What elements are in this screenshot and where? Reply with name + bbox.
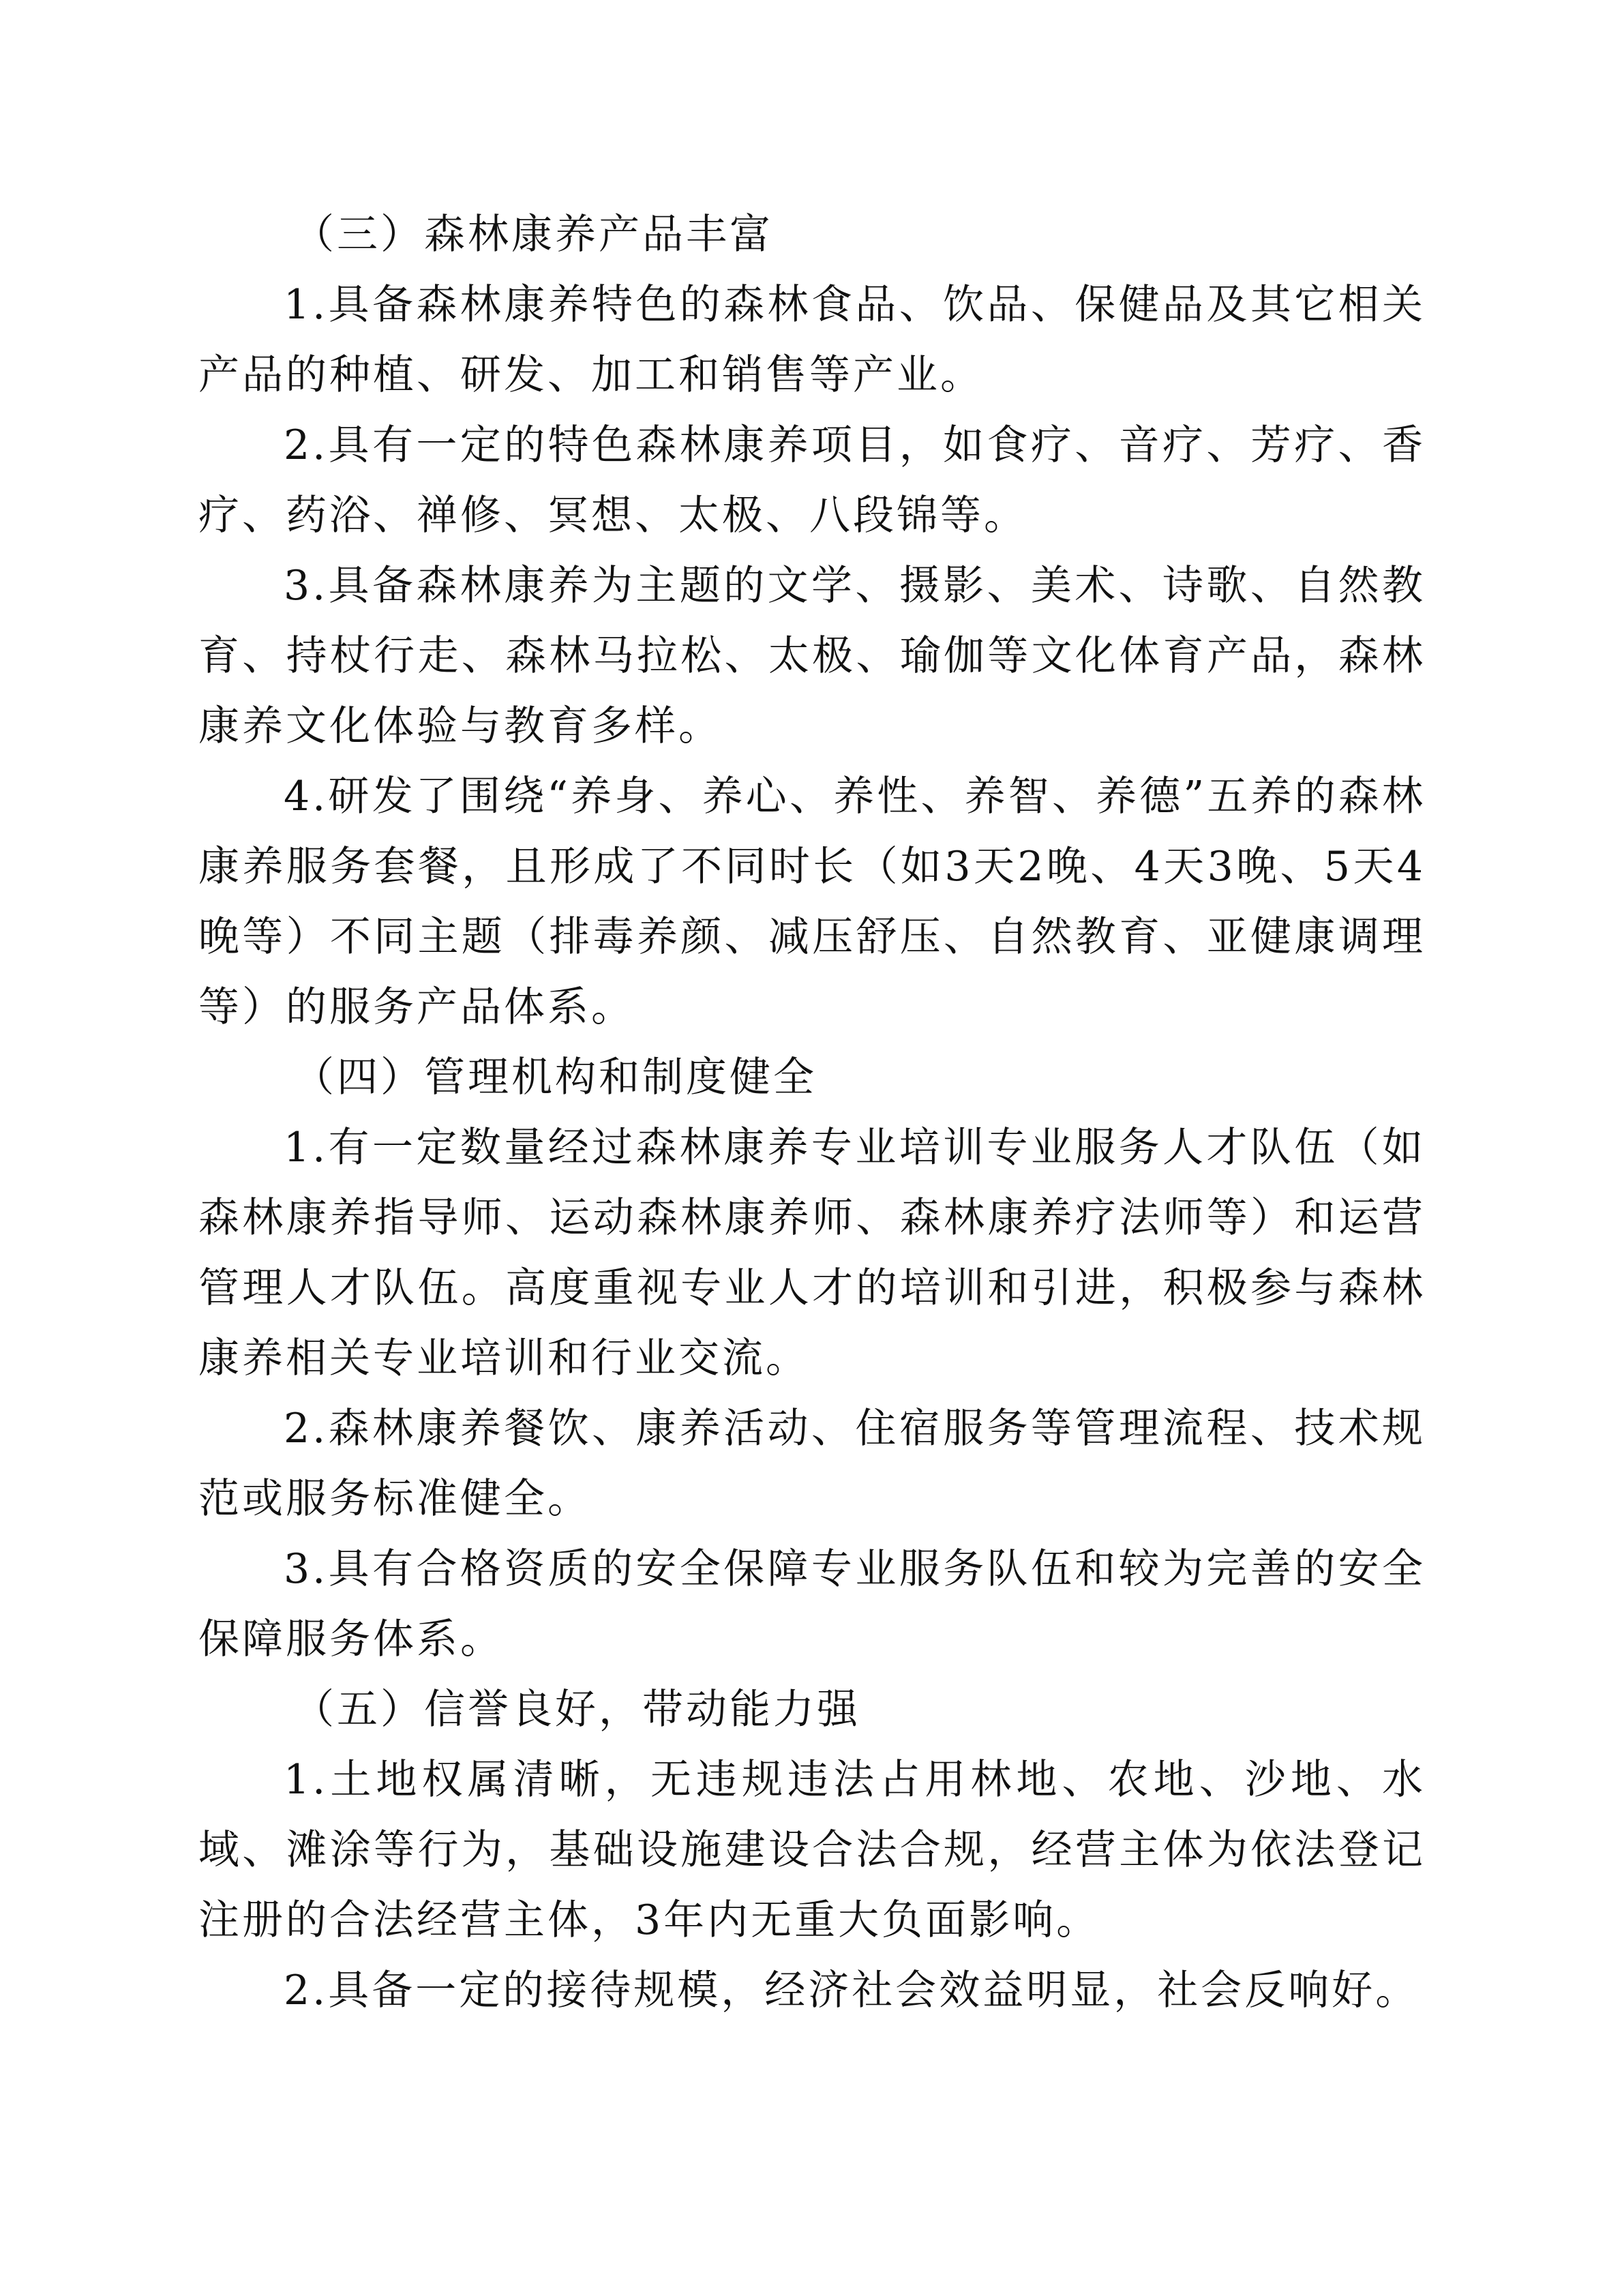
paragraph-3-4: 4.研发了围绕“养身、养心、养性、养智、养德”五养的森林康养服务套餐，且形成了不同时长（如3天2晚、4天3晚、5天4晚等）不同主题（排毒养颜、减压舒压、自然教育、亚健康调理等）的服务产品体系。 bbox=[198, 773, 1426, 1031]
paragraph-5-2: 2.具备一定的接待规模，经济社会效益明显，社会反响好。 bbox=[284, 1967, 1420, 2014]
paragraph-3-2: 2.具有一定的特色森林康养项目，如食疗、音疗、芳疗、香疗、药浴、禅修、冥想、太极、八段锦等。 bbox=[198, 421, 1426, 539]
paragraph-3-1: 1.具备森林康养特色的森林食品、饮品、保健品及其它相关产品的种植、研发、加工和销售等产业。 bbox=[198, 281, 1426, 399]
paragraph-4-3: 3.具有合格资质的安全保障专业服务队伍和较为完善的安全保障服务体系。 bbox=[198, 1545, 1426, 1663]
paragraph-4-2: 2.森林康养餐饮、康养活动、住宿服务等管理流程、技术规范或服务标准健全。 bbox=[198, 1405, 1426, 1523]
section-heading-4: （四）管理机构和制度健全 bbox=[293, 1054, 817, 1101]
paragraph-5-1: 1.土地权属清晰，无违规违法占用林地、农地、沙地、水域、滩涂等行为，基础设施建设合法合规，经营主体为依法登记注册的合法经营主体，3年内无重大负面影响。 bbox=[198, 1756, 1426, 1944]
paragraph-4-1: 1.有一定数量经过森林康养专业培训专业服务人才队伍（如森林康养指导师、运动森林康养师、森林康养疗法师等）和运营管理人才队伍。高度重视专业人才的培训和引进，积极参与森林康养相关专业培训和行业交流。 bbox=[198, 1124, 1426, 1382]
section-heading-3: （三）森林康养产品丰富 bbox=[293, 211, 773, 258]
document-body bbox=[198, 200, 1426, 2026]
section-heading-5: （五）信誉良好，带动能力强 bbox=[293, 1686, 860, 1733]
paragraph-3-3: 3.具备森林康养为主题的文学、摄影、美术、诗歌、自然教育、持杖行走、森林马拉松、太极、瑜伽等文化体育产品，森林康养文化体验与教育多样。 bbox=[198, 562, 1426, 750]
